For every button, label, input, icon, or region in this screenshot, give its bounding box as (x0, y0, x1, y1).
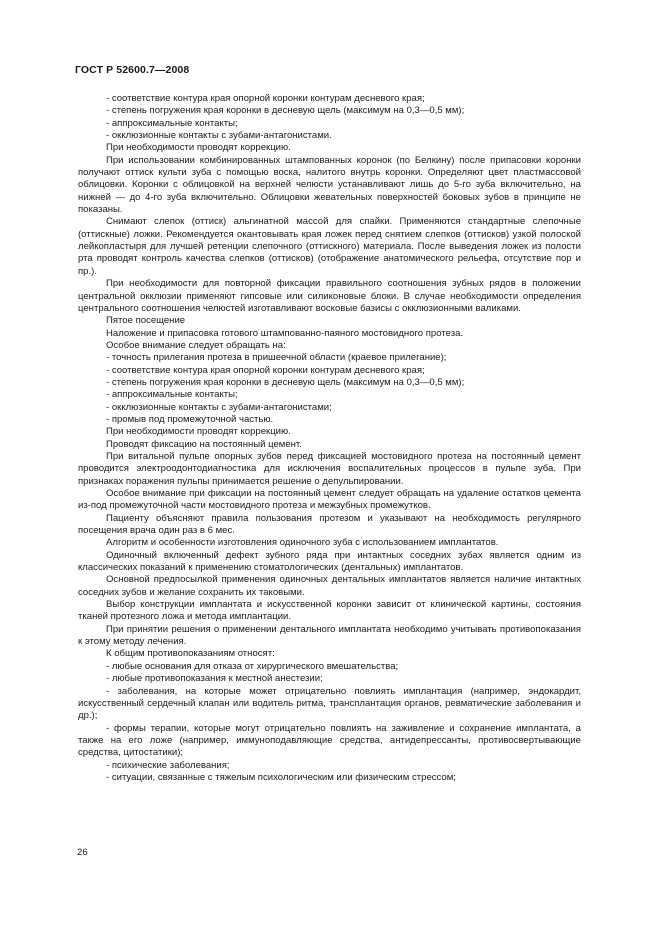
paragraph: Алгоритм и особенности изготовления одиночного зуба с использованием имплантатов. (106, 537, 499, 549)
body-text (78, 93, 581, 784)
paragraph: При необходимости проводят коррекцию. (106, 142, 291, 154)
paragraph: - промыв под промежуточной частью. (106, 413, 274, 425)
paragraph: - соответствие контура края опорной коронки контурам десневого края; (106, 93, 425, 104)
paragraph: Особое внимание при фиксации на постоянный цемент следует обращать на удаление остатков цемента из-под промежуточной части мостовидного протеза и межзубных промежутков. (78, 488, 581, 512)
paragraph: Пятое посещение (106, 315, 186, 327)
paragraph: При необходимости проводят коррекцию. (106, 426, 291, 438)
paragraph: При использовании комбинированных штампованных коронок (по Белкину) после припасовки коронки получают оттиск культи зуба с помощью воска, налитого внутрь коронки. Определяют цвет пластмассовой облицовки. Коронки с облицовкой на верхней челюсти устанавливают лишь до 5-го зуба включительно, на нижней — до 4-го зуба включительно. Облицовки жевательных поверхностей боковых зубов в принципе не показаны. (78, 154, 581, 216)
paragraph: К общим противопоказаниям относят: (106, 648, 275, 660)
paragraph: Пациенту объясняют правила пользования протезом и указывают на необходимость регулярного посещения врача один раз в 6 мес. (78, 512, 581, 537)
paragraph: Снимают слепок (оттиск) альгинатной массой для спайки. Применяются стандартные слепочные (оттискные) ложки. Рекомендуется окантовывать края ложек перед снятием слепков (оттисков) узкой полоской лейкопластыря для лучшей ретенции слепочного (оттискного) материала. После выведения ложек из полости рта проводят контроль качества слепков (оттисков) (отображение анатомического рельефа, отсутствие пор и пр.). (78, 216, 581, 277)
paragraph: - любые основания для отказа от хирургического вмешательства; (106, 660, 399, 672)
paragraph: Проводят фиксацию на постоянный цемент. (106, 438, 302, 450)
paragraph: - точность прилегания протеза в пришеечной области (краевое прилегание); (106, 352, 447, 364)
paragraph: - любые противопоказания к местной анестезии; (106, 673, 323, 685)
paragraph: - степень погружения края коронки в десневую щель (максимум на 0,3—0,5 мм); (106, 105, 465, 117)
paragraph: - ситуации, связанные с тяжелым психологическим или физическим стрессом; (106, 771, 456, 783)
paragraph: При принятии решения о применении дентального имплантата необходимо учитывать противопоказания к этому методу лечения. (78, 623, 581, 648)
paragraph: При необходимости для повторной фиксации правильного соотношения зубных рядов в положении центральной окклюзии применяют гипсовые или силиконовые блоки. В случае необходимости определения центрального соотношения челюстей изготавливают восковые базисы с окклюзионными валиками. (78, 278, 581, 314)
page-number: 26 (77, 847, 88, 858)
paragraph: - аппроксимальные контакты; (106, 389, 238, 401)
paragraph: - окклюзионные контакты с зубами-антагонистами; (106, 401, 332, 413)
paragraph: Основной предпосылкой применения одиночных дентальных имплантатов является наличие интактных соседних зубов и желание сохранить их таковыми. (78, 574, 581, 598)
paragraph: Одиночный включенный дефект зубного ряда при интактных соседних зубах является одним из классических показаний к применению стоматологических (дентальных) имплантатов. (78, 549, 581, 574)
document-header: ГОСТ Р 52600.7—2008 (75, 64, 190, 76)
paragraph: - заболевания, на которые может отрицательно повлиять имплантация (например, эндокардит, искусственный сердечный клапан или водитель ритма, трансплантация органов, ревматические заболевания и др.); (78, 685, 581, 722)
paragraph: - формы терапии, которые могут отрицательно повлиять на заживление и сохранение имплантата, а также на его ложе (например, иммуноподавляющие средства, антидепрессанты, противосвертывающие средства, цитостатики); (78, 722, 581, 759)
paragraph: - аппроксимальные контакты; (106, 117, 238, 129)
paragraph: Особое внимание следует обращать на: (106, 339, 286, 351)
paragraph: Наложение и припасовка готового штампованно-паяного мостовидного протеза. (106, 327, 464, 339)
paragraph: - психические заболевания; (106, 759, 230, 771)
paragraph: При витальной пульпе опорных зубов перед фиксацией мостовидного протеза на постоянный цемент проводится электроодонтодиагностика для исключения воспалительных процессов в пульпе зуба. При признаках поражения пульпы принимается решение о депульпировании. (78, 450, 581, 487)
paragraph: - соответствие контура края опорной коронки контурам десневого края; (106, 364, 425, 376)
paragraph: Выбор конструкции имплантата и искусственной коронки зависит от клинической картины, состояния тканей протезного ложа и метода имплантации. (78, 599, 581, 623)
paragraph: - окклюзионные контакты с зубами-антагонистами. (106, 130, 332, 142)
paragraph: - степень погружения края коронки в десневую щель (максимум на 0,3—0,5 мм); (106, 376, 465, 388)
